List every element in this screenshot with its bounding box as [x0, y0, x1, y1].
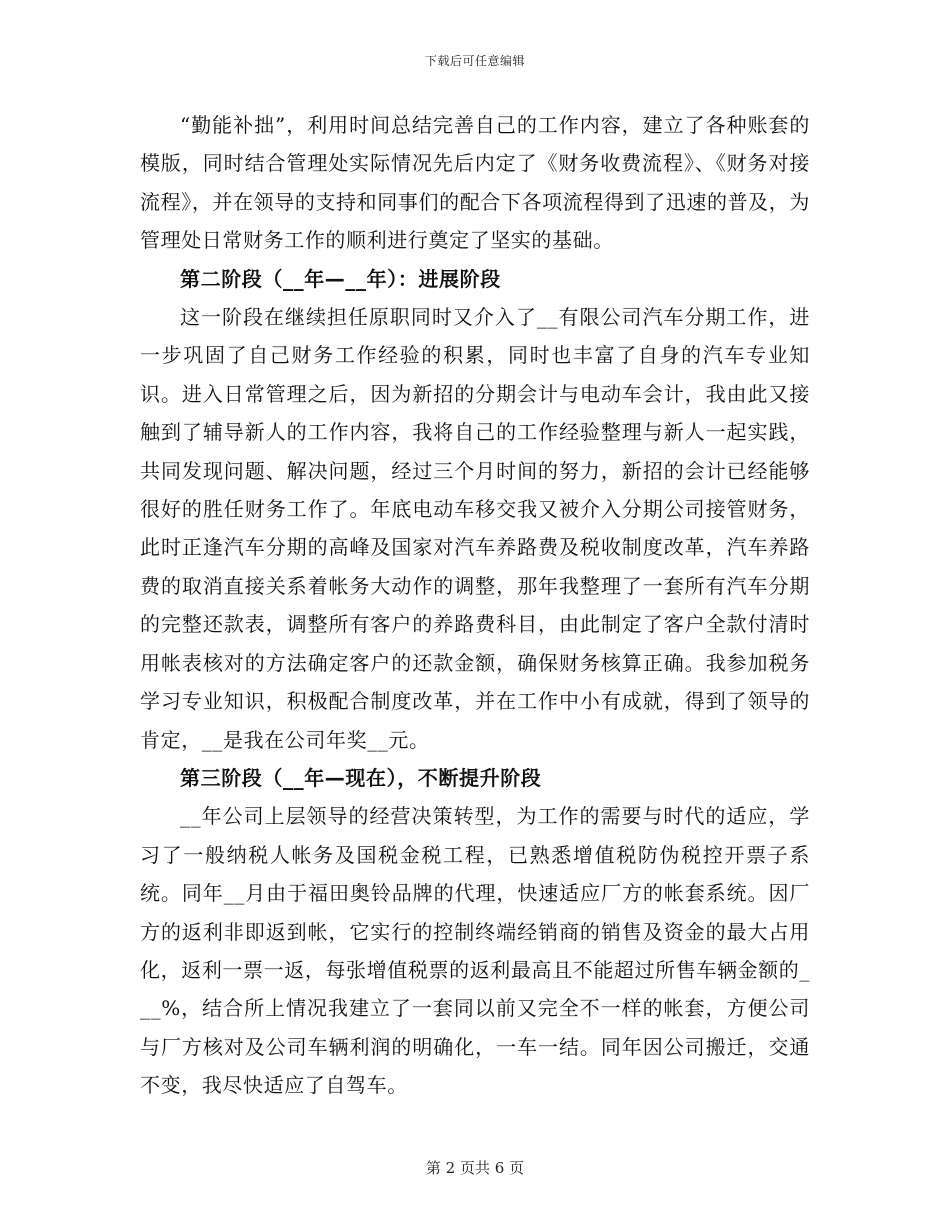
paragraph-stage-two: 这一阶段在继续担任原职同时又介入了__有限公司汽车分期工作，进一步巩固了自己财务工作经验的积累，同时也丰富了自身的汽车专业知识。进入日常管理之后，因为新招的分期会计与电动车会计，我由此又接触到了辅导新人的工作内容，我将自己的工作经验整理与新人一起实践，共同发现问题、解决问题，经过三个月时间的努力，新招的会计已经能够很好的胜任财务工作了。年底电动车移交我又被介入分期公司接管财务，此时正逢汽车分期的高峰及国家对汽车养路费及税收制度改革，汽车养路费的取消直接关系着帐务大动作的调整，那年我整理了一套所有汽车分期的完整还款表，调整所有客户的养路费科目，由此制定了客户全款付清时用帐表核对的方法确定客户的还款金额，确保财务核算正确。我参加税务学习专业知识，积极配合制度改革，并在工作中小有成就，得到了领导的肯定，__是我在公司年奖__元。 [140, 305, 810, 752]
paragraph-stage-three: __年公司上层领导的经营决策转型，为工作的需要与时代的适应，学习了一般纳税人帐务及国税金税工程，已熟悉增值税防伪税控开票子系统。同年__月由于福田奥铃品牌的代理，快速适应厂方的帐套系统。因厂方的返利非即返到帐，它实行的控制终端经销商的销售及资金的最大占用化，返利一票一返，每张增值税票的返利最高且不能超过所售车辆金额的___%，结合所上情况我建立了一套同以前又完全不一样的帐套，方便公司与厂方核对及公司车辆利润的明确化，一车一结。同年因公司搬迁，交通不变，我尽快适应了自驾车。 [140, 804, 810, 1098]
page-number: 第 2 页共 6 页 [425, 1159, 525, 1177]
section-heading-stage-three: 第三阶段（__年—现在），不断提升阶段 [180, 765, 542, 790]
section-heading-stage-two: 第二阶段（__年—__年）：进展阶段 [180, 266, 501, 291]
paragraph-intro: “勤能补拙”，利用时间总结完善自己的工作内容，建立了各种账套的模版，同时结合管理处实际情况先后内定了《财务收费流程》、《财务对接流程》，并在领导的支持和同事们的配合下各项流程得到了迅速的普及，为管理处日常财务工作的顺利进行奠定了坚实的基础。 [140, 113, 810, 253]
page-header: 下载后可任意编辑 [424, 54, 525, 68]
document-body [140, 106, 810, 1105]
